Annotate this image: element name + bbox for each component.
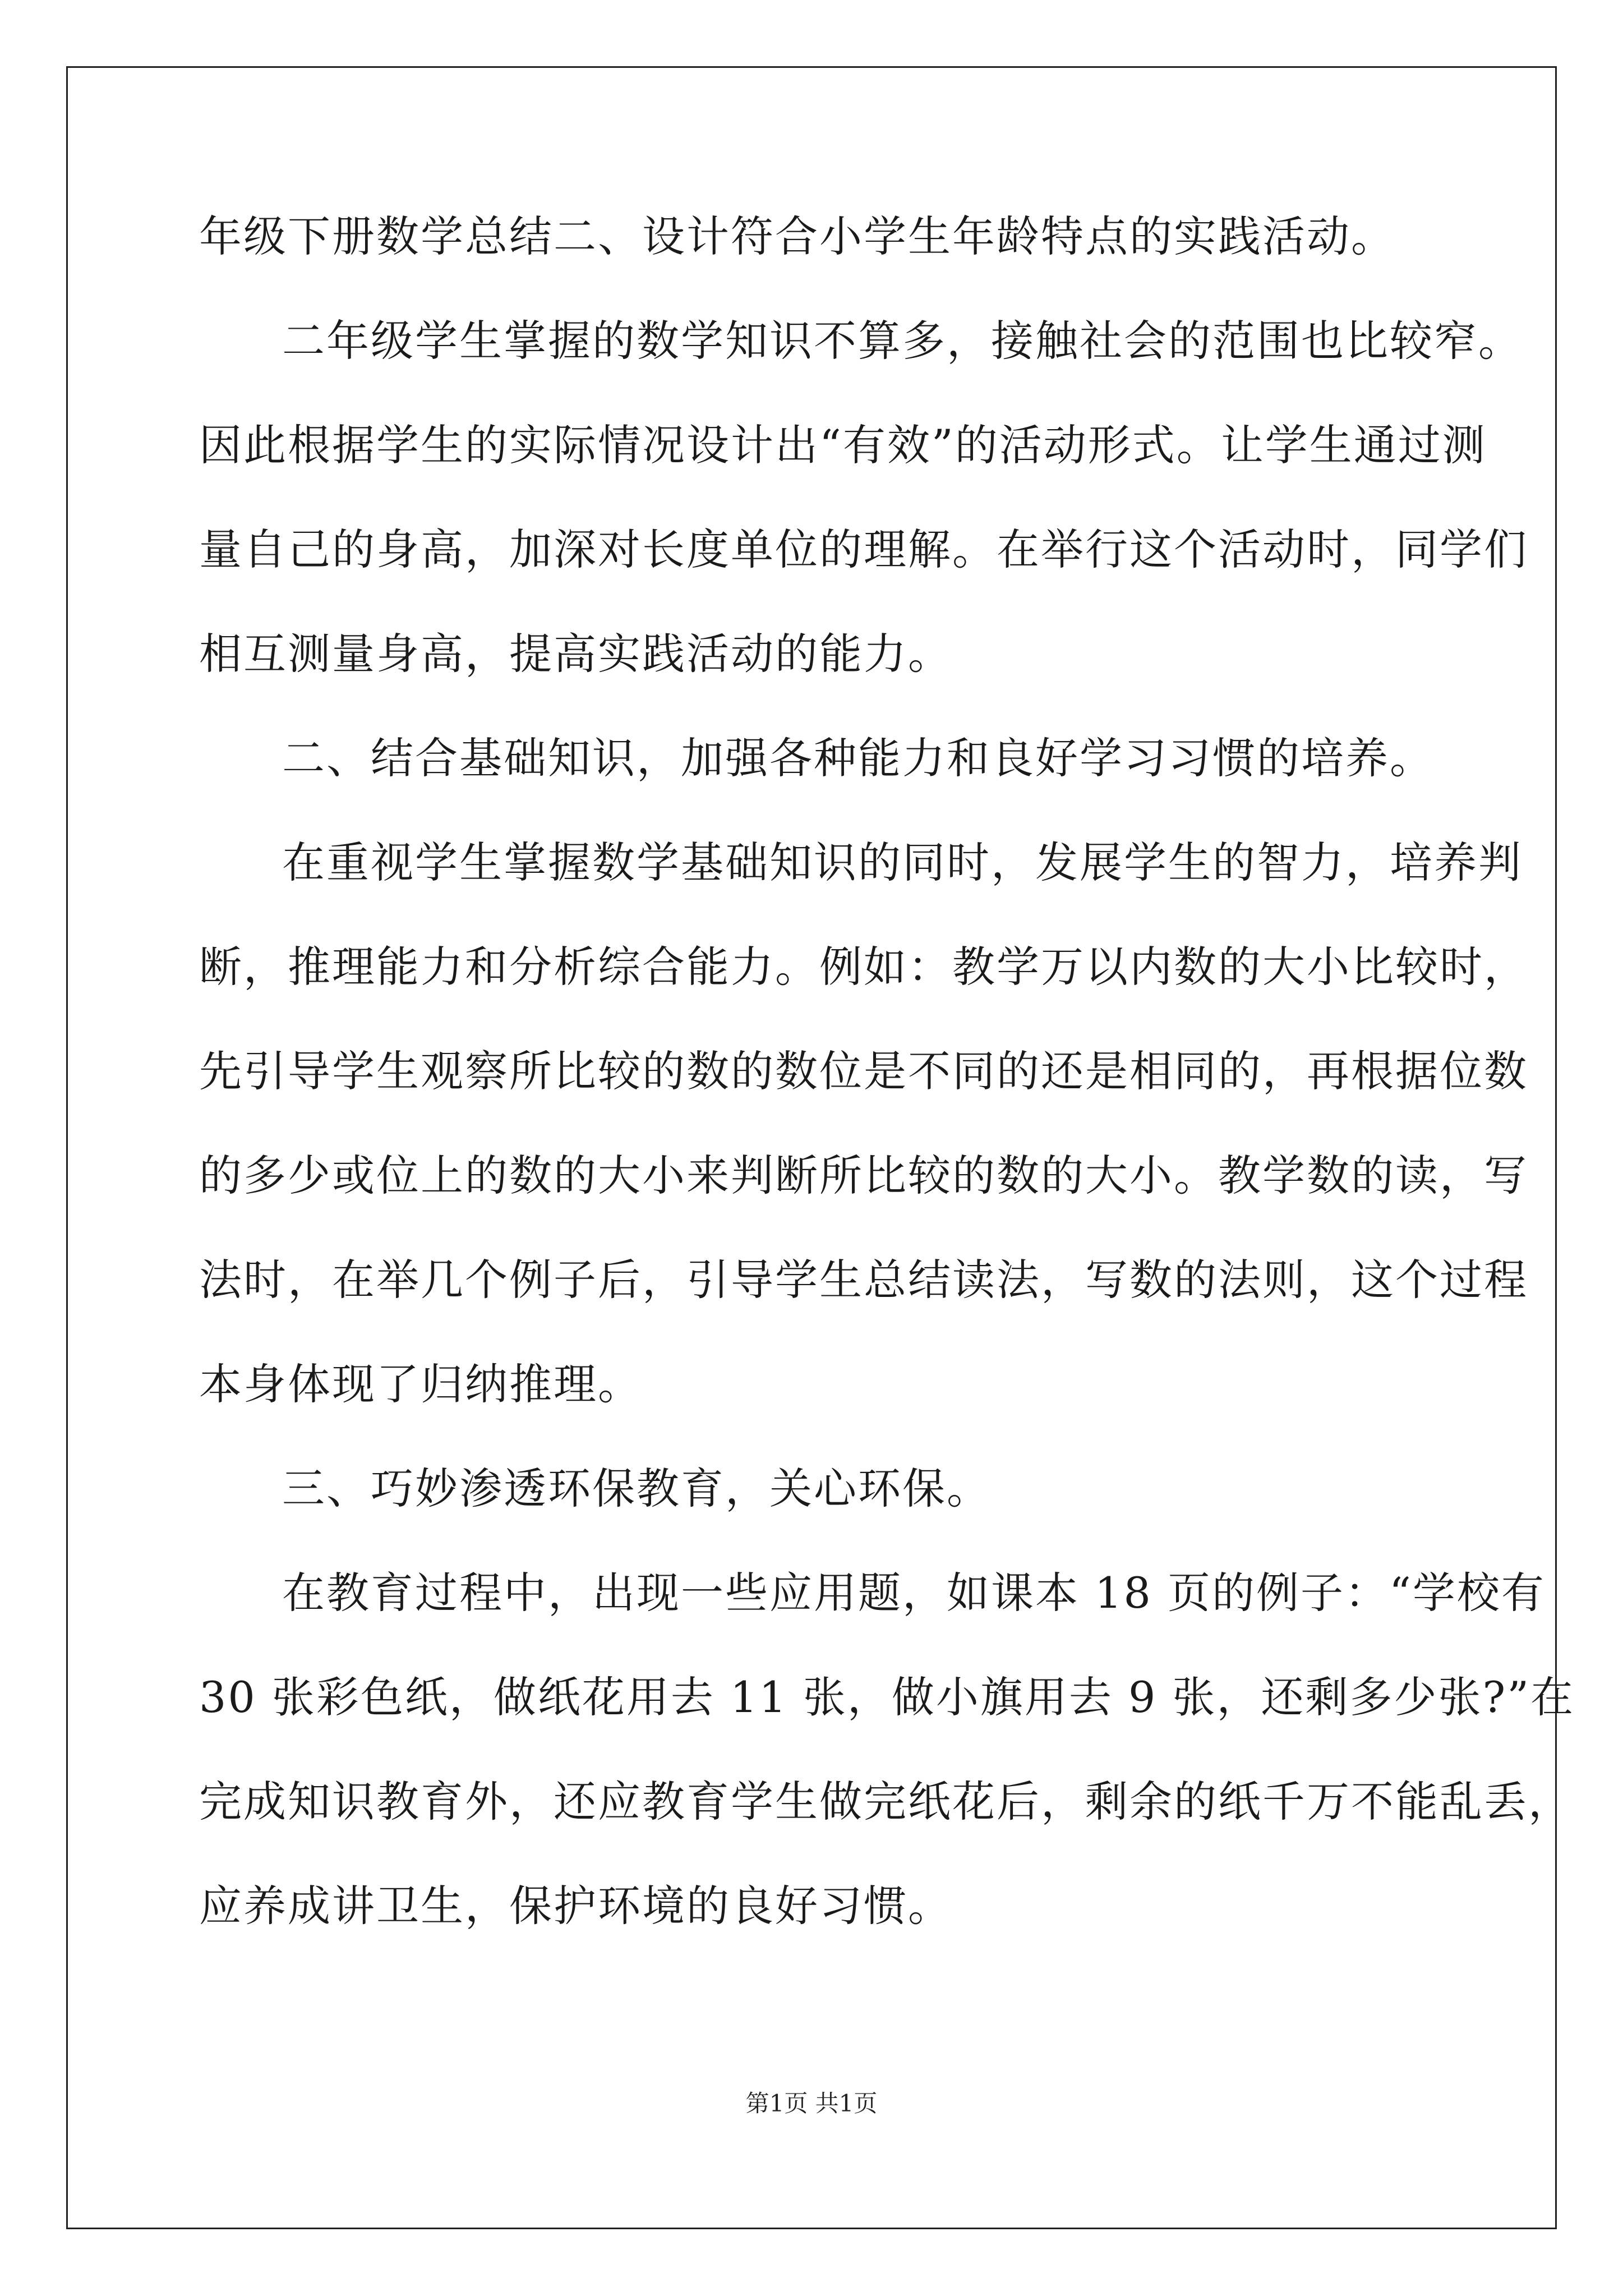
text-line: 本身体现了归纳推理。: [199, 1359, 642, 1409]
text-line: 年级下册数学总结二、设计符合小学生年龄特点的实践活动。: [199, 211, 1395, 261]
text-line: 因此根据学生的实际情况设计出“有效”的活动形式。让学生通过测: [199, 420, 1487, 470]
text-line: 应养成讲卫生，保护环境的良好习惯。: [199, 1881, 952, 1931]
text-line: 30 张彩色纸，做纸花用去 11 张，做小旗用去 9 张，还剩多少张?”在: [199, 1672, 1575, 1722]
text-line: 在重视学生掌握数学基础知识的同时，发展学生的智力，培养判: [282, 838, 1523, 887]
text-line: 量自己的身高，加深对长度单位的理解。在举行这个活动时，同学们: [199, 524, 1528, 574]
text-line: 法时，在举几个例子后，引导学生总结读法，写数的法则，这个过程: [199, 1255, 1528, 1305]
text-line: 二年级学生掌握的数学知识不算多，接触社会的范围也比较窄。: [282, 316, 1523, 366]
page-footer: 第1页 共1页: [745, 2090, 878, 2117]
text-line: 先引导学生观察所比较的数的数位是不同的还是相同的，再根据位数: [199, 1046, 1528, 1096]
text-line: 的多少或位上的数的大小来判断所比较的数的大小。教学数的读，写: [199, 1151, 1528, 1200]
text-line: 断，推理能力和分析综合能力。例如：教学万以内数的大小比较时，: [199, 942, 1528, 992]
section-heading: 二、结合基础知识，加强各种能力和良好学习习惯的培养。: [282, 733, 1434, 783]
text-line: 完成知识教育外，还应教育学生做完纸花后，剩余的纸千万不能乱丢，: [199, 1777, 1573, 1826]
text-line: 相互测量身高，提高实践活动的能力。: [199, 629, 952, 679]
section-heading: 三、巧妙渗透环保教育，关心环保。: [282, 1464, 991, 1513]
text-line: 在教育过程中，出现一些应用题，如课本 18 页的例子：“学校有: [282, 1568, 1546, 1618]
